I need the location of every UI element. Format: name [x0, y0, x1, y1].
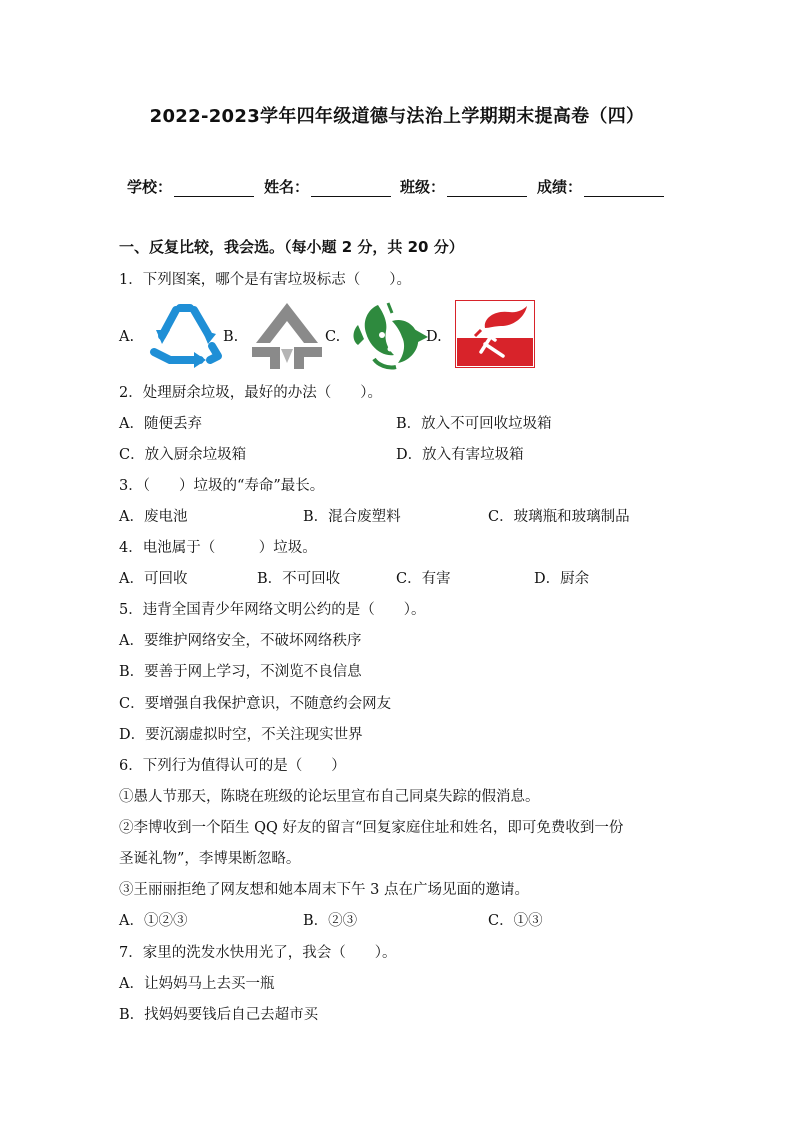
- green-food-waste-icon[interactable]: [348, 299, 430, 371]
- q2-option-d[interactable]: D．放入有害垃圾箱: [396, 447, 524, 463]
- page-title: 2022-2023学年四年级道德与法治上学期期末提高卷（四）: [149, 106, 645, 127]
- score-label: 成绩：: [537, 178, 583, 196]
- gray-recycle-triangle-icon[interactable]: [248, 299, 326, 371]
- question-5-stem: 5．违背全国青少年网络文明公约的是（ ）。: [119, 602, 426, 618]
- q6-statement-1: ①愚人节那天，陈晓在班级的论坛里宣布自己同桌失踪的假消息。: [119, 789, 540, 805]
- q4-option-c[interactable]: C．有害: [396, 571, 451, 587]
- class-field[interactable]: [400, 176, 527, 197]
- question-1-stem: 1．下列图案，哪个是有害垃圾标志（ ）。: [119, 272, 411, 288]
- name-blank[interactable]: [311, 180, 391, 197]
- question-6-stem: 6．下列行为值得认可的是（ ）: [119, 758, 346, 774]
- class-label: 班级：: [400, 178, 446, 196]
- q6-statement-3: ③王丽丽拒绝了网友想和她本周末下午 3 点在广场见面的邀请。: [119, 882, 529, 898]
- q6-option-c[interactable]: C．①③: [488, 913, 543, 929]
- q6-statement-2: ②李博收到一个陌生 QQ 好友的留言“回复家庭住址和姓名，即可免费收到一份: [119, 820, 624, 836]
- student-info-row: [127, 176, 687, 200]
- red-hazardous-waste-icon[interactable]: [455, 300, 535, 368]
- q3-option-b[interactable]: B．混合废塑料: [303, 509, 401, 525]
- question-3-stem: 3．（ ）垃圾的“寿命”最长。: [119, 478, 325, 494]
- q1-option-b-label[interactable]: B.: [223, 329, 239, 345]
- q3-option-a[interactable]: A．废电池: [119, 509, 188, 525]
- q6-option-b[interactable]: B．②③: [303, 913, 358, 929]
- question-7-stem: 7．家里的洗发水快用光了，我会（ ）。: [119, 945, 397, 961]
- class-blank[interactable]: [447, 180, 527, 197]
- q1-option-d-label[interactable]: D.: [426, 329, 442, 345]
- q3-option-c[interactable]: C．玻璃瓶和玻璃制品: [488, 509, 630, 525]
- q1-option-a-label[interactable]: A.: [119, 329, 135, 345]
- q1-option-c-label[interactable]: C.: [325, 329, 341, 345]
- q6-statement-2-continued: 圣诞礼物”，李博果断忽略。: [119, 851, 301, 867]
- question-4-stem: 4．电池属于（ ）垃圾。: [119, 540, 317, 556]
- school-blank[interactable]: [174, 180, 254, 197]
- q5-option-d[interactable]: D．要沉溺虚拟时空，不关注现实世界: [119, 727, 363, 743]
- name-label: 姓名：: [264, 178, 310, 196]
- q2-option-a[interactable]: A．随便丢弃: [119, 416, 202, 432]
- q6-option-a[interactable]: A．①②③: [119, 913, 188, 929]
- q7-option-a[interactable]: A．让妈妈马上去买一瓶: [119, 976, 275, 992]
- name-field[interactable]: [264, 176, 391, 197]
- score-blank[interactable]: [584, 180, 664, 197]
- recycle-arrows-icon[interactable]: [146, 300, 224, 368]
- q5-option-c[interactable]: C．要增强自我保护意识，不随意约会网友: [119, 696, 392, 712]
- q5-option-b[interactable]: B．要善于网上学习，不浏览不良信息: [119, 664, 362, 680]
- q4-option-a[interactable]: A．可回收: [119, 571, 188, 587]
- q2-option-b[interactable]: B．放入不可回收垃圾箱: [396, 416, 552, 432]
- school-label: 学校：: [127, 178, 173, 196]
- q4-option-d[interactable]: D．厨余: [534, 571, 590, 587]
- q7-option-b[interactable]: B．找妈妈要钱后自己去超市买: [119, 1007, 319, 1023]
- q2-option-c[interactable]: C．放入厨余垃圾箱: [119, 447, 247, 463]
- q5-option-a[interactable]: A．要维护网络安全，不破坏网络秩序: [119, 633, 362, 649]
- q4-option-b[interactable]: B．不可回收: [257, 571, 341, 587]
- score-field[interactable]: [537, 176, 664, 197]
- section-heading-1: 一、反复比较，我会选。（每小题 2 分，共 20 分）: [119, 238, 464, 256]
- question-2-stem: 2．处理厨余垃圾，最好的办法（ ）。: [119, 385, 382, 401]
- school-field[interactable]: [127, 176, 254, 197]
